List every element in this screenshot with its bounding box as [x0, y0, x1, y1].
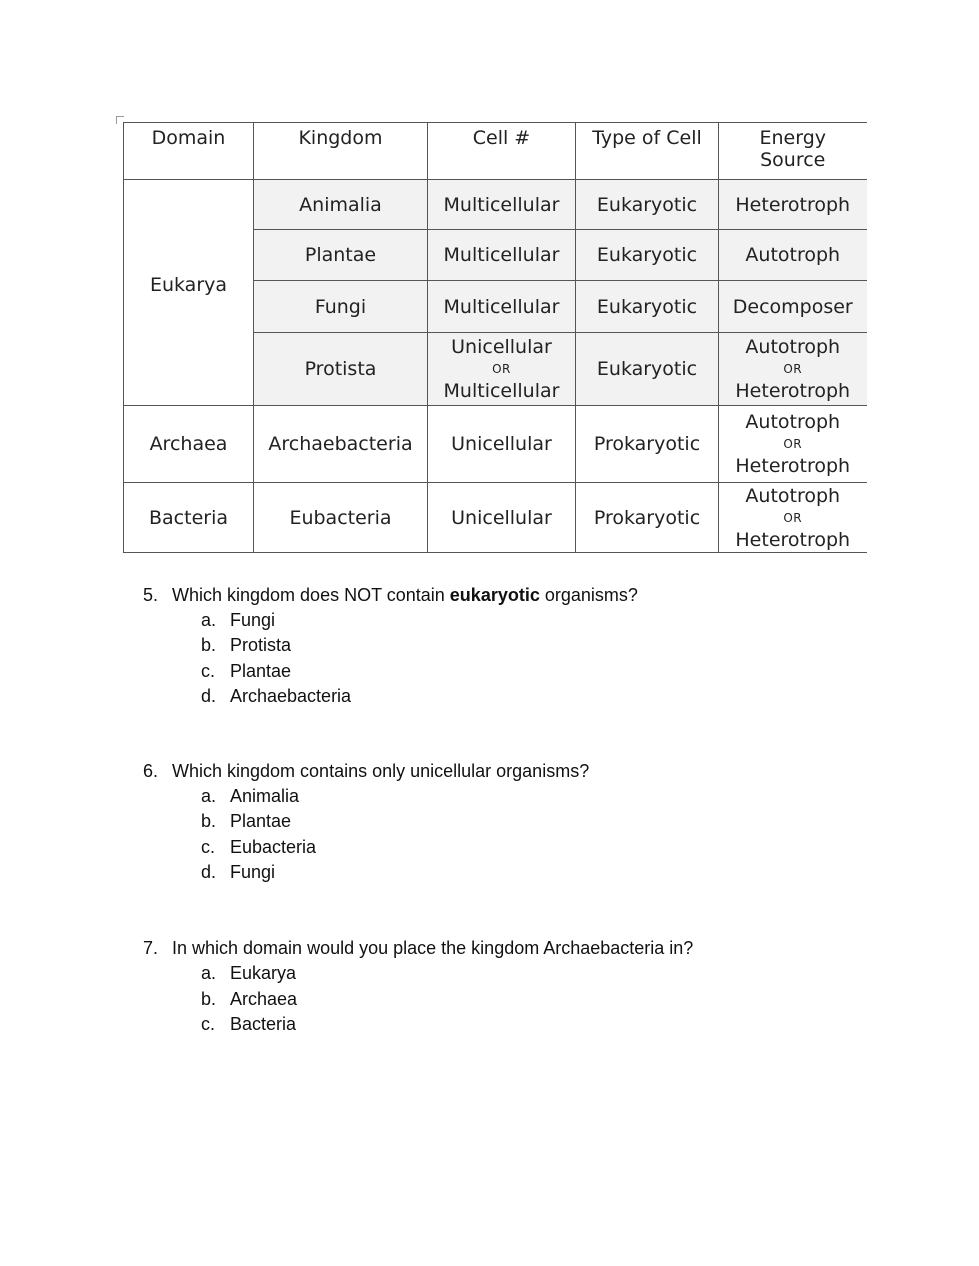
answer-options	[143, 961, 903, 1037]
or-label: OR	[783, 362, 803, 376]
option-letter: b.	[201, 811, 217, 832]
cell-energy: Decomposer	[719, 281, 867, 333]
answer-option	[143, 633, 903, 658]
cell-type: Eukaryotic	[576, 230, 719, 281]
cell-kingdom: Archaebacteria	[254, 406, 428, 483]
answer-options	[143, 608, 903, 709]
energy-option-a: Autotroph	[745, 484, 841, 507]
answer-option	[143, 659, 903, 684]
option-text: Plantae	[230, 660, 292, 681]
option-text: Archaebacteria	[230, 685, 352, 706]
option-letter: b.	[201, 635, 217, 656]
header-domain: Domain	[124, 123, 254, 180]
option-text: Protista	[230, 635, 292, 656]
answer-option	[143, 1012, 903, 1037]
question-text-part: In which domain would you place the kingdom Archaebacteria in?	[172, 938, 694, 959]
option-text: Archaea	[230, 988, 298, 1009]
question-6	[143, 759, 903, 885]
cell-cells: Multicellular	[428, 230, 576, 281]
question-text	[143, 583, 903, 608]
header-type-of-cell: Type of Cell	[576, 123, 719, 180]
cells-option-b: Multicellular	[443, 380, 560, 402]
option-letter: c.	[201, 1013, 216, 1034]
question-text	[143, 759, 903, 784]
answer-option	[143, 784, 903, 809]
cell-cells: Unicellular	[428, 406, 576, 483]
header-energy-line2: Source	[760, 149, 826, 171]
cell-energy	[719, 483, 867, 553]
cell-cells	[428, 333, 576, 406]
answer-options	[143, 784, 903, 885]
question-text-part: Which kingdom does NOT contain	[172, 585, 450, 605]
answer-option	[143, 684, 903, 709]
answer-option	[143, 809, 903, 834]
energy-option-b: Heterotroph	[735, 380, 851, 402]
option-letter: b.	[201, 988, 217, 1009]
cell-cells: Multicellular	[428, 281, 576, 333]
header-energy-source	[719, 123, 867, 180]
classification-table	[123, 122, 867, 553]
table-row-animalia	[124, 180, 867, 230]
cell-cells: Multicellular	[428, 180, 576, 230]
cell-energy: Heterotroph	[719, 180, 867, 230]
cell-kingdom: Protista	[254, 333, 428, 406]
answer-option	[143, 860, 903, 885]
cell-domain: Bacteria	[124, 483, 254, 553]
cell-energy	[719, 333, 867, 406]
header-cell-number: Cell #	[428, 123, 576, 180]
answer-option	[143, 608, 903, 633]
cell-type: Prokaryotic	[576, 406, 719, 483]
or-label: OR	[783, 510, 803, 525]
cell-type: Eukaryotic	[576, 180, 719, 230]
cell-type: Eukaryotic	[576, 281, 719, 333]
option-letter: d.	[201, 685, 217, 706]
option-letter: c.	[201, 836, 216, 857]
cells-option-a: Unicellular	[451, 336, 552, 358]
energy-option-b: Heterotroph	[735, 528, 851, 551]
option-letter: a.	[201, 963, 217, 984]
cell-kingdom: Fungi	[254, 281, 428, 333]
table-row-bacteria	[124, 483, 867, 553]
option-text: Animalia	[230, 786, 300, 807]
question-5	[143, 583, 903, 709]
answer-option	[143, 987, 903, 1012]
question-number: 7.	[143, 938, 159, 959]
energy-option-a: Autotroph	[745, 411, 841, 433]
cell-domain-eukarya	[124, 180, 254, 406]
question-number: 5.	[143, 585, 159, 605]
answer-option	[143, 961, 903, 986]
or-label: OR	[492, 362, 511, 376]
cell-type: Eukaryotic	[576, 333, 719, 406]
header-energy-line1: Energy	[759, 127, 827, 149]
table-row-archaea	[124, 406, 867, 483]
option-text: Bacteria	[230, 1013, 297, 1034]
cell-kingdom: Plantae	[254, 230, 428, 281]
option-letter: a.	[201, 610, 217, 630]
energy-option-b: Heterotroph	[735, 455, 851, 477]
cell-kingdom: Eubacteria	[254, 483, 428, 553]
cell-cells: Unicellular	[428, 483, 576, 553]
option-text: Fungi	[230, 862, 276, 883]
answer-option	[143, 835, 903, 860]
option-text: Plantae	[230, 811, 292, 832]
option-letter: c.	[201, 660, 216, 681]
question-text-part: Which kingdom contains only unicellular organisms?	[172, 761, 590, 782]
question-list	[143, 583, 903, 1037]
cell-energy	[719, 406, 867, 483]
or-label: OR	[783, 437, 803, 451]
header-kingdom: Kingdom	[254, 123, 428, 180]
option-letter: d.	[201, 862, 217, 883]
cell-domain: Archaea	[124, 406, 254, 483]
question-text-part: organisms?	[539, 585, 638, 605]
table-header-row	[124, 123, 867, 180]
question-7	[143, 936, 903, 1037]
cell-energy: Autotroph	[719, 230, 867, 281]
question-number: 6.	[143, 761, 159, 782]
cell-type: Prokaryotic	[576, 483, 719, 553]
question-bold-term: eukaryotic	[449, 585, 540, 605]
question-text	[143, 936, 903, 961]
option-text: Fungi	[230, 610, 276, 630]
energy-option-a: Autotroph	[745, 336, 841, 358]
cell-kingdom: Animalia	[254, 180, 428, 230]
domain-eukarya-label: Eukarya	[149, 273, 228, 296]
option-letter: a.	[201, 786, 217, 807]
option-text: Eukarya	[230, 963, 297, 984]
option-text: Eubacteria	[230, 836, 317, 857]
